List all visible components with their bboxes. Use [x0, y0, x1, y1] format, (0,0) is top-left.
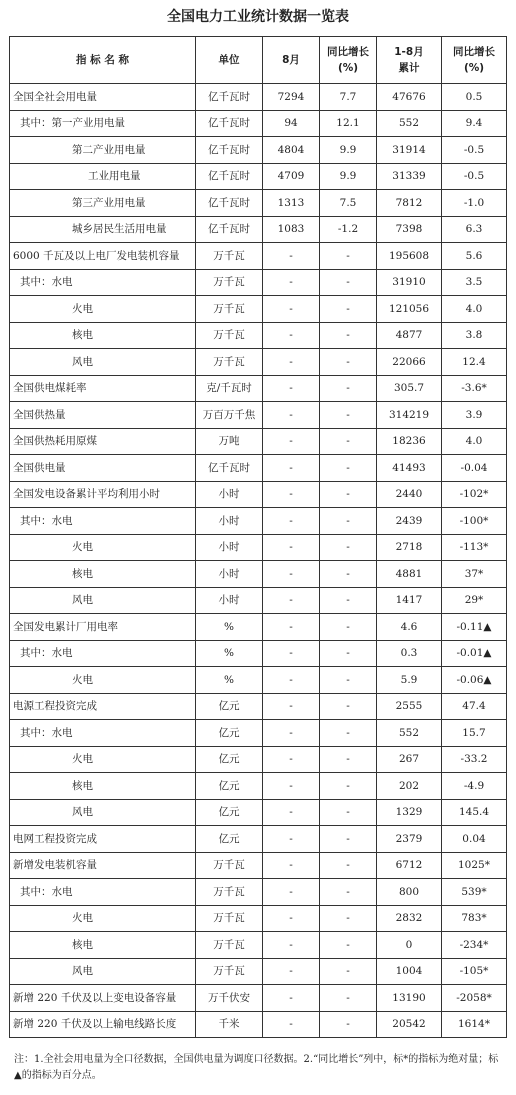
cell-august: -	[263, 455, 320, 482]
cell-august-yoy: -	[320, 349, 377, 376]
table-row	[10, 375, 507, 402]
cell-indicator-name: 全国供电量	[10, 455, 196, 482]
cell-august-yoy: -1.2	[320, 216, 377, 243]
statistics-table	[9, 36, 507, 1038]
cell-august-yoy: -	[320, 932, 377, 959]
cell-unit: %	[196, 640, 263, 667]
cell-cumulative: 0	[377, 932, 442, 959]
cell-august-yoy: -	[320, 640, 377, 667]
cell-august-yoy: -	[320, 508, 377, 535]
cell-august-yoy: -	[320, 958, 377, 985]
cell-cumulative: 47676	[377, 84, 442, 111]
cell-cumulative: 7812	[377, 190, 442, 217]
cell-august-yoy: -	[320, 481, 377, 508]
header-unit: 单位	[196, 37, 263, 84]
cell-cumulative-yoy: 0.04	[442, 826, 507, 853]
cell-cumulative: 31339	[377, 163, 442, 190]
cell-cumulative-yoy: 4.0	[442, 428, 507, 455]
cell-cumulative-yoy: -0.11▲	[442, 614, 507, 641]
cell-cumulative-yoy: 145.4	[442, 799, 507, 826]
cell-unit: 克/千瓦时	[196, 375, 263, 402]
cell-unit: 万千瓦	[196, 269, 263, 296]
table-row	[10, 958, 507, 985]
cell-unit: 小时	[196, 587, 263, 614]
table-row	[10, 879, 507, 906]
cell-cumulative-yoy: 6.3	[442, 216, 507, 243]
cell-indicator-name: 风电	[10, 958, 196, 985]
table-row	[10, 852, 507, 879]
table-row	[10, 826, 507, 853]
cell-cumulative: 2439	[377, 508, 442, 535]
page-title: 全国电力工业统计数据一览表	[167, 9, 349, 25]
table-row	[10, 296, 507, 323]
cell-august: -	[263, 799, 320, 826]
cell-indicator-name: 风电	[10, 349, 196, 376]
cell-cumulative-yoy: -105*	[442, 958, 507, 985]
table-row	[10, 269, 507, 296]
cell-indicator-name: 第二产业用电量	[10, 137, 196, 164]
cell-cumulative: 2440	[377, 481, 442, 508]
cell-august-yoy: 9.9	[320, 137, 377, 164]
cell-indicator-name: 6000 千瓦及以上电厂发电装机容量	[10, 243, 196, 270]
cell-cumulative-yoy: 29*	[442, 587, 507, 614]
cell-indicator-name: 新增发电装机容量	[10, 852, 196, 879]
table-row	[10, 455, 507, 482]
cell-unit: 万千瓦	[196, 932, 263, 959]
cell-august-yoy: -	[320, 852, 377, 879]
cell-indicator-name: 风电	[10, 799, 196, 826]
cell-indicator-name: 火电	[10, 905, 196, 932]
table-body	[10, 84, 507, 1038]
cell-indicator-name: 火电	[10, 296, 196, 323]
cell-cumulative: 2379	[377, 826, 442, 853]
cell-cumulative: 4877	[377, 322, 442, 349]
cell-cumulative: 800	[377, 879, 442, 906]
cell-august-yoy: -	[320, 428, 377, 455]
cell-unit: 亿千瓦时	[196, 163, 263, 190]
cell-cumulative-yoy: -0.5	[442, 137, 507, 164]
cell-indicator-name: 其中：水电	[10, 508, 196, 535]
cell-august: -	[263, 481, 320, 508]
cell-unit: 亿元	[196, 799, 263, 826]
cell-cumulative: 13190	[377, 985, 442, 1012]
table-row	[10, 799, 507, 826]
cell-august-yoy: 7.5	[320, 190, 377, 217]
cell-cumulative-yoy: -234*	[442, 932, 507, 959]
cell-unit: 小时	[196, 481, 263, 508]
table-header-row	[10, 37, 507, 84]
table-row	[10, 587, 507, 614]
cell-cumulative-yoy: 539*	[442, 879, 507, 906]
cell-august: -	[263, 561, 320, 588]
table-row	[10, 481, 507, 508]
cell-cumulative: 1417	[377, 587, 442, 614]
cell-cumulative-yoy: -113*	[442, 534, 507, 561]
cell-unit: 万吨	[196, 428, 263, 455]
table-row	[10, 932, 507, 959]
cell-unit: 亿千瓦时	[196, 84, 263, 111]
cell-august-yoy: -	[320, 693, 377, 720]
cell-cumulative: 22066	[377, 349, 442, 376]
cell-august: -	[263, 534, 320, 561]
cell-cumulative: 2555	[377, 693, 442, 720]
header-indicator-name: 指 标 名 称	[10, 37, 196, 84]
cell-cumulative: 552	[377, 110, 442, 137]
cell-august: 1313	[263, 190, 320, 217]
cell-august: -	[263, 322, 320, 349]
cell-cumulative-yoy: 4.0	[442, 296, 507, 323]
cell-cumulative: 2718	[377, 534, 442, 561]
cell-unit: 亿元	[196, 826, 263, 853]
cell-cumulative: 4.6	[377, 614, 442, 641]
cell-cumulative: 202	[377, 773, 442, 800]
table-row	[10, 243, 507, 270]
cell-unit: 万千瓦	[196, 958, 263, 985]
cell-august: -	[263, 720, 320, 747]
cell-indicator-name: 新增 220 千伏及以上变电设备容量	[10, 985, 196, 1012]
cell-cumulative: 20542	[377, 1011, 442, 1038]
cell-cumulative: 31914	[377, 137, 442, 164]
cell-unit: 亿千瓦时	[196, 216, 263, 243]
cell-august-yoy: -	[320, 534, 377, 561]
cell-august-yoy: -	[320, 879, 377, 906]
header-august: 8月	[263, 37, 320, 84]
cell-unit: 亿千瓦时	[196, 137, 263, 164]
cell-august-yoy: 9.9	[320, 163, 377, 190]
cell-indicator-name: 全国全社会用电量	[10, 84, 196, 111]
cell-indicator-name: 其中：水电	[10, 640, 196, 667]
cell-cumulative-yoy: 15.7	[442, 720, 507, 747]
cell-august-yoy: -	[320, 269, 377, 296]
table-row	[10, 190, 507, 217]
cell-august-yoy: -	[320, 455, 377, 482]
cell-cumulative: 121056	[377, 296, 442, 323]
cell-august-yoy: -	[320, 799, 377, 826]
cell-unit: 千米	[196, 1011, 263, 1038]
header-cumulative: 1-8月 累计	[377, 37, 442, 84]
cell-cumulative-yoy: -3.6*	[442, 375, 507, 402]
cell-unit: 亿元	[196, 720, 263, 747]
cell-cumulative: 4881	[377, 561, 442, 588]
cell-unit: 亿千瓦时	[196, 190, 263, 217]
table-row	[10, 667, 507, 694]
cell-indicator-name: 核电	[10, 932, 196, 959]
cell-august: -	[263, 667, 320, 694]
cell-cumulative: 2832	[377, 905, 442, 932]
cell-cumulative: 552	[377, 720, 442, 747]
cell-cumulative-yoy: 12.4	[442, 349, 507, 376]
cell-unit: 亿千瓦时	[196, 455, 263, 482]
cell-unit: 亿元	[196, 693, 263, 720]
table-row	[10, 508, 507, 535]
cell-indicator-name: 工业用电量	[10, 163, 196, 190]
cell-cumulative: 0.3	[377, 640, 442, 667]
table-row	[10, 1011, 507, 1038]
cell-cumulative-yoy: -2058*	[442, 985, 507, 1012]
cell-august: -	[263, 746, 320, 773]
cell-unit: 万千瓦	[196, 879, 263, 906]
cell-indicator-name: 电源工程投资完成	[10, 693, 196, 720]
cell-cumulative-yoy: 3.8	[442, 322, 507, 349]
cell-august: -	[263, 640, 320, 667]
cell-cumulative: 41493	[377, 455, 442, 482]
cell-august: -	[263, 428, 320, 455]
cell-unit: 亿元	[196, 746, 263, 773]
cell-indicator-name: 其中：水电	[10, 720, 196, 747]
cell-cumulative-yoy: -0.01▲	[442, 640, 507, 667]
cell-unit: 亿元	[196, 773, 263, 800]
cell-cumulative: 195608	[377, 243, 442, 270]
cell-indicator-name: 火电	[10, 746, 196, 773]
cell-cumulative-yoy: 37*	[442, 561, 507, 588]
cell-cumulative: 1004	[377, 958, 442, 985]
table-row	[10, 773, 507, 800]
cell-august-yoy: -	[320, 243, 377, 270]
cell-indicator-name: 全国供热量	[10, 402, 196, 429]
cell-cumulative-yoy: 47.4	[442, 693, 507, 720]
cell-august: -	[263, 826, 320, 853]
cell-august: -	[263, 852, 320, 879]
cell-cumulative-yoy: -0.5	[442, 163, 507, 190]
cell-indicator-name: 核电	[10, 773, 196, 800]
cell-august: -	[263, 614, 320, 641]
cell-unit: %	[196, 667, 263, 694]
cell-cumulative-yoy: -1.0	[442, 190, 507, 217]
cell-august: 1083	[263, 216, 320, 243]
table-row	[10, 349, 507, 376]
cell-indicator-name: 第三产业用电量	[10, 190, 196, 217]
cell-august: -	[263, 958, 320, 985]
cell-cumulative-yoy: 3.9	[442, 402, 507, 429]
cell-unit: 亿千瓦时	[196, 110, 263, 137]
cell-august-yoy: -	[320, 667, 377, 694]
cell-cumulative: 305.7	[377, 375, 442, 402]
table-row	[10, 720, 507, 747]
cell-cumulative: 267	[377, 746, 442, 773]
cell-cumulative-yoy: -4.9	[442, 773, 507, 800]
cell-indicator-name: 城乡居民生活用电量	[10, 216, 196, 243]
cell-cumulative: 31910	[377, 269, 442, 296]
header-august-yoy: 同比增长 (%)	[320, 37, 377, 84]
cell-indicator-name: 核电	[10, 561, 196, 588]
cell-august-yoy: 7.7	[320, 84, 377, 111]
cell-indicator-name: 核电	[10, 322, 196, 349]
cell-cumulative-yoy: 783*	[442, 905, 507, 932]
cell-august: -	[263, 932, 320, 959]
cell-cumulative-yoy: -0.06▲	[442, 667, 507, 694]
cell-august-yoy: -	[320, 296, 377, 323]
cell-august-yoy: -	[320, 587, 377, 614]
header-cumulative-yoy: 同比增长 (%)	[442, 37, 507, 84]
table-row	[10, 746, 507, 773]
cell-august: -	[263, 1011, 320, 1038]
table-row	[10, 905, 507, 932]
cell-august: -	[263, 773, 320, 800]
table-row	[10, 322, 507, 349]
cell-cumulative: 1329	[377, 799, 442, 826]
footnote: 注：1.全社会用电量为全口径数据，全国供电量为调度口径数据。2.“同比增长”列中，标*的指标为绝对量；标▲的指标为百分点。	[14, 1054, 499, 1081]
cell-august: 7294	[263, 84, 320, 111]
cell-august: -	[263, 508, 320, 535]
table-row	[10, 216, 507, 243]
cell-unit: 万千瓦	[196, 905, 263, 932]
cell-indicator-name: 风电	[10, 587, 196, 614]
cell-indicator-name: 火电	[10, 534, 196, 561]
cell-cumulative: 314219	[377, 402, 442, 429]
cell-unit: 小时	[196, 561, 263, 588]
cell-indicator-name: 火电	[10, 667, 196, 694]
cell-august: 4804	[263, 137, 320, 164]
cell-indicator-name: 全国供热耗用原煤	[10, 428, 196, 455]
cell-august: 94	[263, 110, 320, 137]
cell-indicator-name: 其中：水电	[10, 269, 196, 296]
cell-august: -	[263, 375, 320, 402]
cell-august: -	[263, 879, 320, 906]
cell-august: -	[263, 269, 320, 296]
cell-august-yoy: -	[320, 985, 377, 1012]
cell-cumulative-yoy: 1614*	[442, 1011, 507, 1038]
table-row	[10, 985, 507, 1012]
cell-august: -	[263, 402, 320, 429]
cell-cumulative-yoy: -0.04	[442, 455, 507, 482]
cell-august: 4709	[263, 163, 320, 190]
cell-cumulative-yoy: 1025*	[442, 852, 507, 879]
cell-cumulative: 6712	[377, 852, 442, 879]
cell-august-yoy: 12.1	[320, 110, 377, 137]
table-row	[10, 640, 507, 667]
cell-august: -	[263, 905, 320, 932]
cell-august: -	[263, 587, 320, 614]
table-row	[10, 163, 507, 190]
cell-indicator-name: 新增 220 千伏及以上输电线路长度	[10, 1011, 196, 1038]
cell-august-yoy: -	[320, 905, 377, 932]
cell-cumulative-yoy: -33.2	[442, 746, 507, 773]
cell-august: -	[263, 349, 320, 376]
cell-august: -	[263, 243, 320, 270]
table-row	[10, 693, 507, 720]
cell-august-yoy: -	[320, 375, 377, 402]
cell-unit: 万千瓦	[196, 349, 263, 376]
cell-unit: 小时	[196, 534, 263, 561]
cell-august-yoy: -	[320, 746, 377, 773]
cell-indicator-name: 其中：第一产业用电量	[10, 110, 196, 137]
cell-august: -	[263, 296, 320, 323]
cell-unit: 万千瓦	[196, 322, 263, 349]
cell-unit: 万千瓦	[196, 243, 263, 270]
cell-indicator-name: 全国发电累计厂用电率	[10, 614, 196, 641]
cell-cumulative-yoy: -100*	[442, 508, 507, 535]
cell-cumulative: 5.9	[377, 667, 442, 694]
cell-unit: %	[196, 614, 263, 641]
cell-august-yoy: -	[320, 773, 377, 800]
cell-unit: 万千伏安	[196, 985, 263, 1012]
cell-august-yoy: -	[320, 614, 377, 641]
cell-cumulative: 18236	[377, 428, 442, 455]
table-row	[10, 110, 507, 137]
table-row	[10, 534, 507, 561]
cell-august-yoy: -	[320, 322, 377, 349]
cell-indicator-name: 其中：水电	[10, 879, 196, 906]
cell-unit: 万千瓦	[196, 296, 263, 323]
cell-unit: 万百万千焦	[196, 402, 263, 429]
cell-cumulative-yoy: 9.4	[442, 110, 507, 137]
table-row	[10, 428, 507, 455]
cell-indicator-name: 全国供电煤耗率	[10, 375, 196, 402]
cell-cumulative-yoy: 0.5	[442, 84, 507, 111]
cell-indicator-name: 电网工程投资完成	[10, 826, 196, 853]
cell-august-yoy: -	[320, 402, 377, 429]
cell-august-yoy: -	[320, 720, 377, 747]
cell-cumulative-yoy: -102*	[442, 481, 507, 508]
cell-august: -	[263, 985, 320, 1012]
table-row	[10, 137, 507, 164]
cell-unit: 万千瓦	[196, 852, 263, 879]
cell-indicator-name: 全国发电设备累计平均利用小时	[10, 481, 196, 508]
cell-cumulative: 7398	[377, 216, 442, 243]
cell-august-yoy: -	[320, 1011, 377, 1038]
table-row	[10, 614, 507, 641]
cell-cumulative-yoy: 3.5	[442, 269, 507, 296]
cell-august-yoy: -	[320, 561, 377, 588]
cell-cumulative-yoy: 5.6	[442, 243, 507, 270]
cell-august: -	[263, 693, 320, 720]
table-row	[10, 561, 507, 588]
cell-august-yoy: -	[320, 826, 377, 853]
table-row	[10, 402, 507, 429]
table-row	[10, 84, 507, 111]
cell-unit: 小时	[196, 508, 263, 535]
